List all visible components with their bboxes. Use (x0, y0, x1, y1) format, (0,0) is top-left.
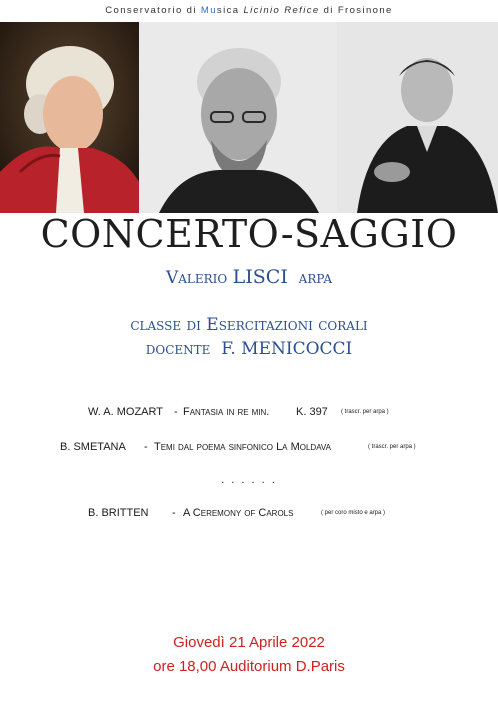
header-text-end: di Frosinone (319, 5, 393, 16)
performer-instrument: arpa (298, 268, 333, 288)
page-title: CONCERTO-SAGGIO (40, 212, 458, 256)
class-line: classe di Esercitazioni corali (130, 315, 368, 335)
dash: - (174, 406, 178, 418)
event-time-place: ore 18,00 Auditorium D.Paris (153, 658, 345, 675)
header-text-mu: Mu (200, 5, 217, 16)
composer-photos (0, 22, 498, 213)
teacher-line (0, 337, 498, 361)
note: ( trascr. per arpa ) (368, 444, 416, 450)
performer-last-name: LISCI (232, 266, 288, 288)
header-text-italic: Licinio Refice (243, 5, 320, 16)
dash: - (144, 441, 148, 453)
work: Temi dal poema sinfonico La Moldava (154, 441, 332, 453)
header-text-sica: sica (216, 5, 244, 16)
work: A Ceremony of Carols (183, 507, 294, 519)
composer: B. SMETANA (60, 441, 126, 453)
teacher-name: F. MENICOCCI (221, 339, 353, 359)
performer (0, 266, 498, 288)
class-info (0, 313, 498, 361)
performer-first-name: Valerio (165, 268, 228, 288)
conservatory-header (0, 0, 498, 22)
teacher-label: docente (145, 339, 211, 359)
catalog: K. 397 (296, 406, 328, 418)
event-date: Giovedì 21 Aprile 2022 (173, 634, 325, 651)
photo-britten (337, 22, 498, 213)
photo-mozart (0, 22, 139, 213)
composer: W. A. MOZART (88, 406, 163, 418)
separator: . . . . . . (221, 474, 277, 486)
composer: B. BRITTEN (88, 507, 149, 519)
note: ( per coro misto e arpa ) (321, 510, 386, 516)
work: Fantasia in re min. (183, 406, 270, 418)
dash: - (172, 507, 176, 519)
header-text-1: Conservatorio di (105, 5, 201, 16)
note: ( trascr. per arpa ) (341, 409, 389, 415)
photo-smetana (139, 22, 337, 213)
event-info (0, 631, 498, 679)
